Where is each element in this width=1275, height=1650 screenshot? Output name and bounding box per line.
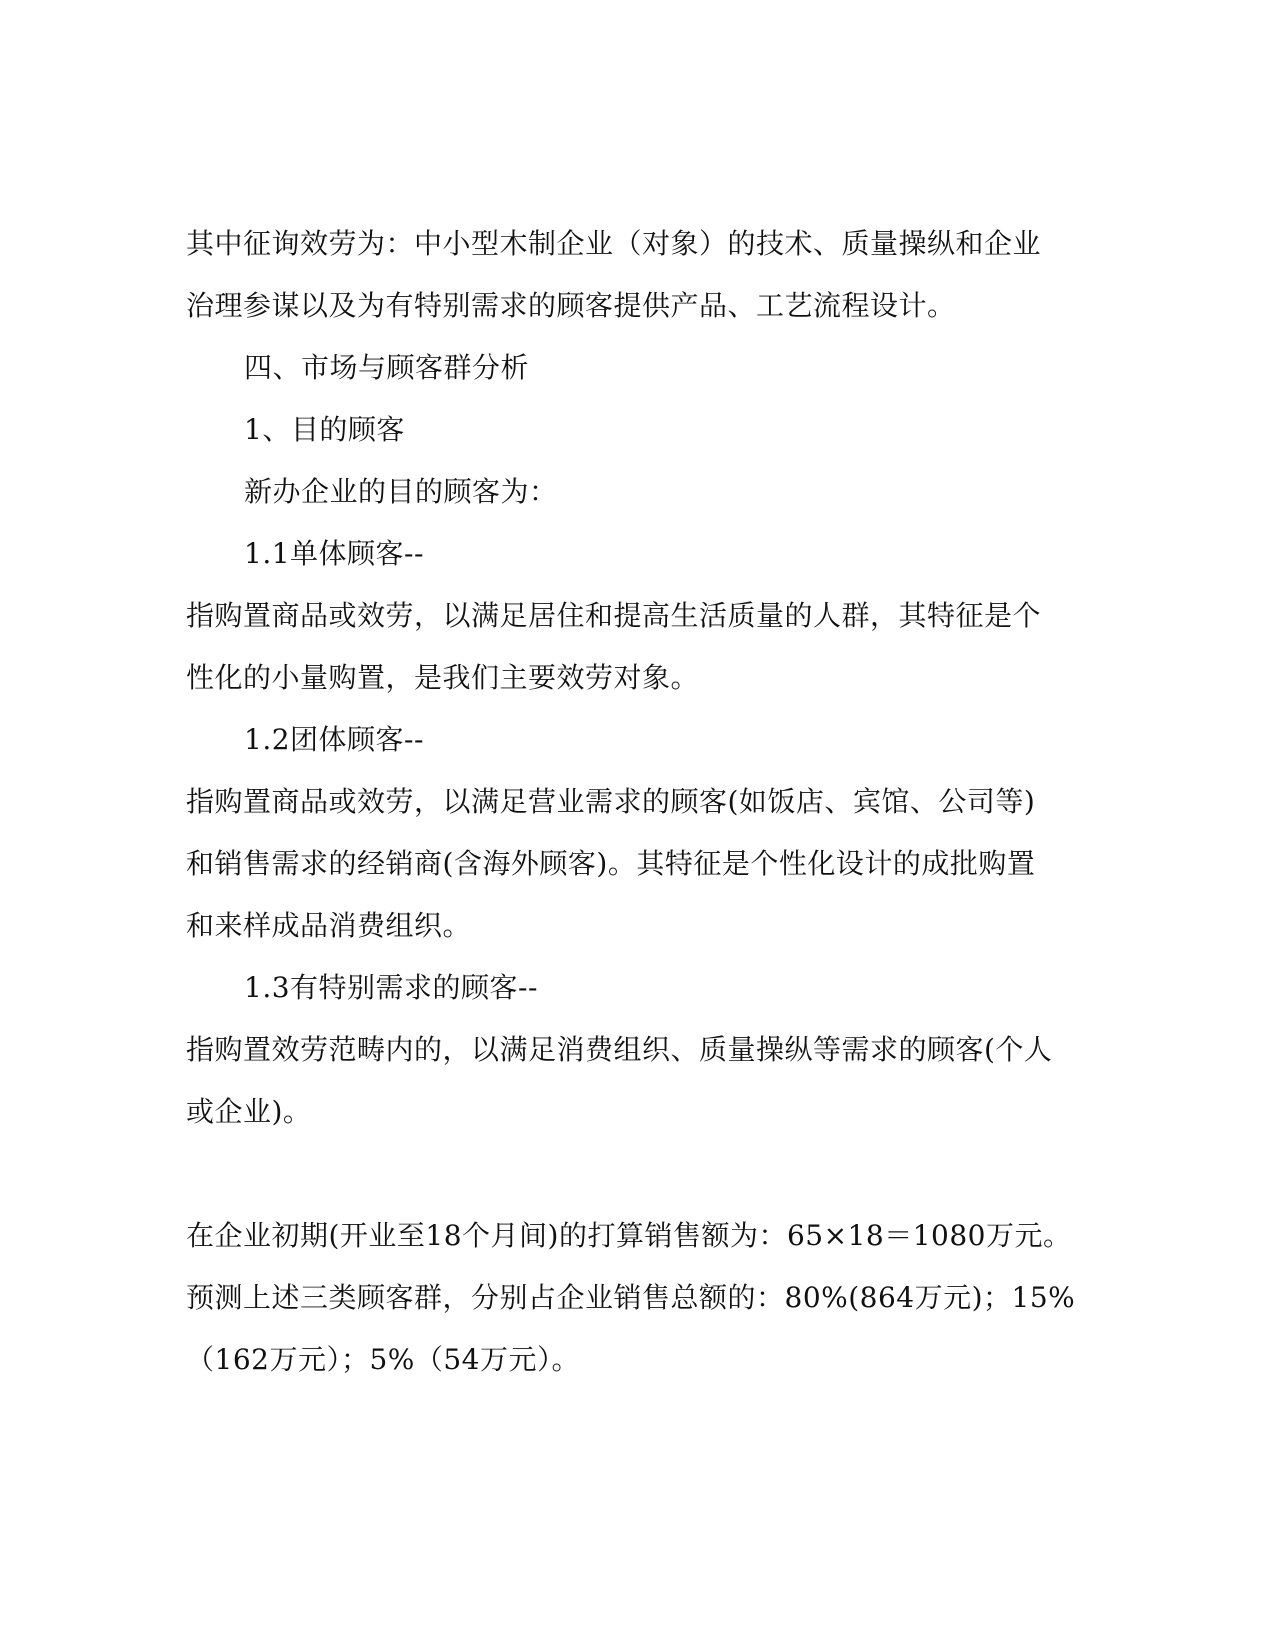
paragraph-special-line-1: 指购置效劳范畴内的，以满足消费组织、质量操纵等需求的顾客(个人 xyxy=(186,1033,1053,1066)
subheading-group-customers: 1.2团体顾客-- xyxy=(244,723,424,756)
paragraph-group-line-3: 和来样成品消费组织。 xyxy=(186,909,472,942)
paragraph-sales-line-1: 在企业初期(开业至18个月间)的打算销售额为：65×18＝1080万元。 xyxy=(186,1219,1072,1252)
paragraph-consulting-line-2: 治理参谋以及为有特别需求的顾客提供产品、工艺流程设计。 xyxy=(186,289,956,322)
paragraph-group-line-1: 指购置商品或效劳，以满足营业需求的顾客(如饭店、宾馆、公司等) xyxy=(186,785,1036,818)
subheading-individual-customers: 1.1单体顾客-- xyxy=(244,537,424,570)
paragraph-group-line-2: 和销售需求的经销商(含海外顾客)。其特征是个性化设计的成批购置 xyxy=(186,847,1036,880)
paragraph-individual-line-1: 指购置商品或效劳，以满足居住和提高生活质量的人群，其特征是个 xyxy=(186,599,1042,632)
subheading-special-customers: 1.3有特别需求的顾客-- xyxy=(244,971,538,1004)
paragraph-sales-line-3: （162万元）；5%（54万元）。 xyxy=(186,1343,580,1376)
section-heading-market: 四、市场与顾客群分析 xyxy=(244,351,530,384)
intro-target-customers: 新办企业的目的顾客为： xyxy=(244,475,558,508)
paragraph-special-line-2: 或企业)。 xyxy=(186,1095,312,1128)
paragraph-consulting-line-1: 其中征询效劳为：中小型木制企业（对象）的技术、质量操纵和企业 xyxy=(186,227,1042,260)
paragraph-individual-line-2: 性化的小量购置，是我们主要效劳对象。 xyxy=(186,661,700,694)
subheading-target-customers: 1、目的顾客 xyxy=(244,413,405,446)
paragraph-sales-line-2: 预测上述三类顾客群，分别占企业销售总额的：80%(864万元)；15% xyxy=(186,1281,1076,1314)
